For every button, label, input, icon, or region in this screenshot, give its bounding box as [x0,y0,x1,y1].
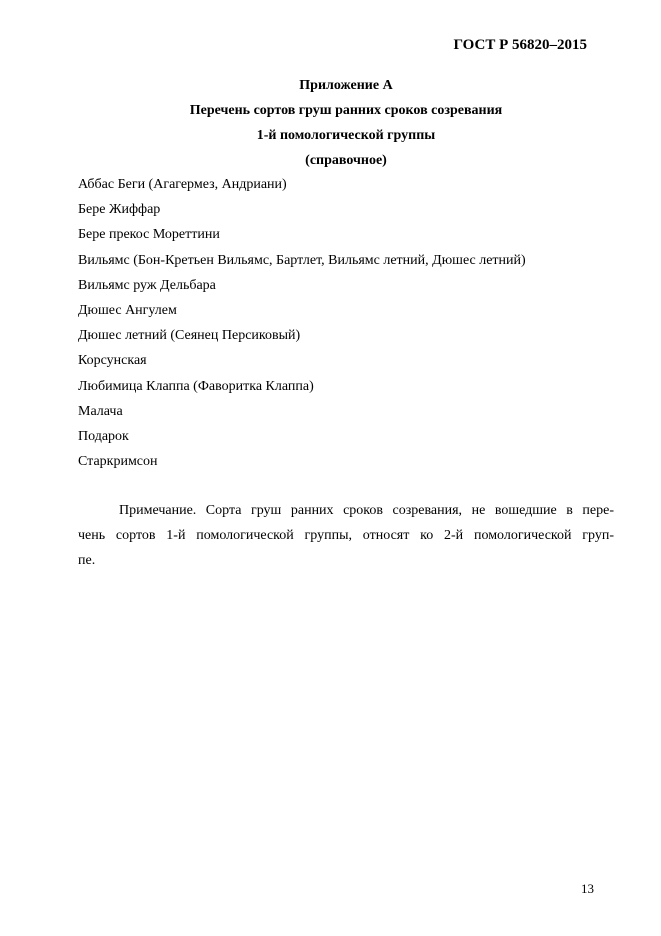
list-item: Малача [78,403,123,419]
list-item: Дюшес Ангулем [78,302,177,318]
page-number: 13 [581,881,594,896]
variety-list [78,172,526,474]
appendix-subtitle-line-2: 1-й помологической группы [256,128,436,143]
list-item: Бере прекос Мореттини [78,227,220,243]
list-item: Вильямс руж Дельбара [78,277,216,293]
document-code: ГОСТ Р 56820–2015 [453,37,587,53]
appendix-subtitle-line-1: Перечень сортов груш ранних сроков созревания [189,103,503,118]
list-item: Старкримсон [78,454,158,470]
list-item: Корсунская [78,353,147,369]
list-item: Любимица Клаппа (Фаворитка Клаппа) [78,378,314,394]
appendix-heading [0,73,661,173]
note-line-1: Примечание. Сорта груш ранних сроков созревания, не вошедшие в пере- [119,503,614,518]
list-item: Бере Жиффар [78,202,161,218]
appendix-status: (справочное) [305,153,387,168]
note-line-3: пе. [78,553,96,568]
list-item: Подарок [78,428,129,444]
list-item: Аббас Беги (Агагермез, Андриани) [78,177,287,192]
appendix-title: Приложение А [299,78,393,93]
list-item: Вильямс (Бон-Кретьен Вильямс, Бартлет, Вильямс летний, Дюшес летний) [78,252,526,268]
list-item: Дюшес летний (Сеянец Персиковый) [78,328,301,344]
note-paragraph [78,498,614,573]
note-line-2: чень сортов 1-й помологической группы, относят ко 2-й помологической груп- [78,528,614,543]
